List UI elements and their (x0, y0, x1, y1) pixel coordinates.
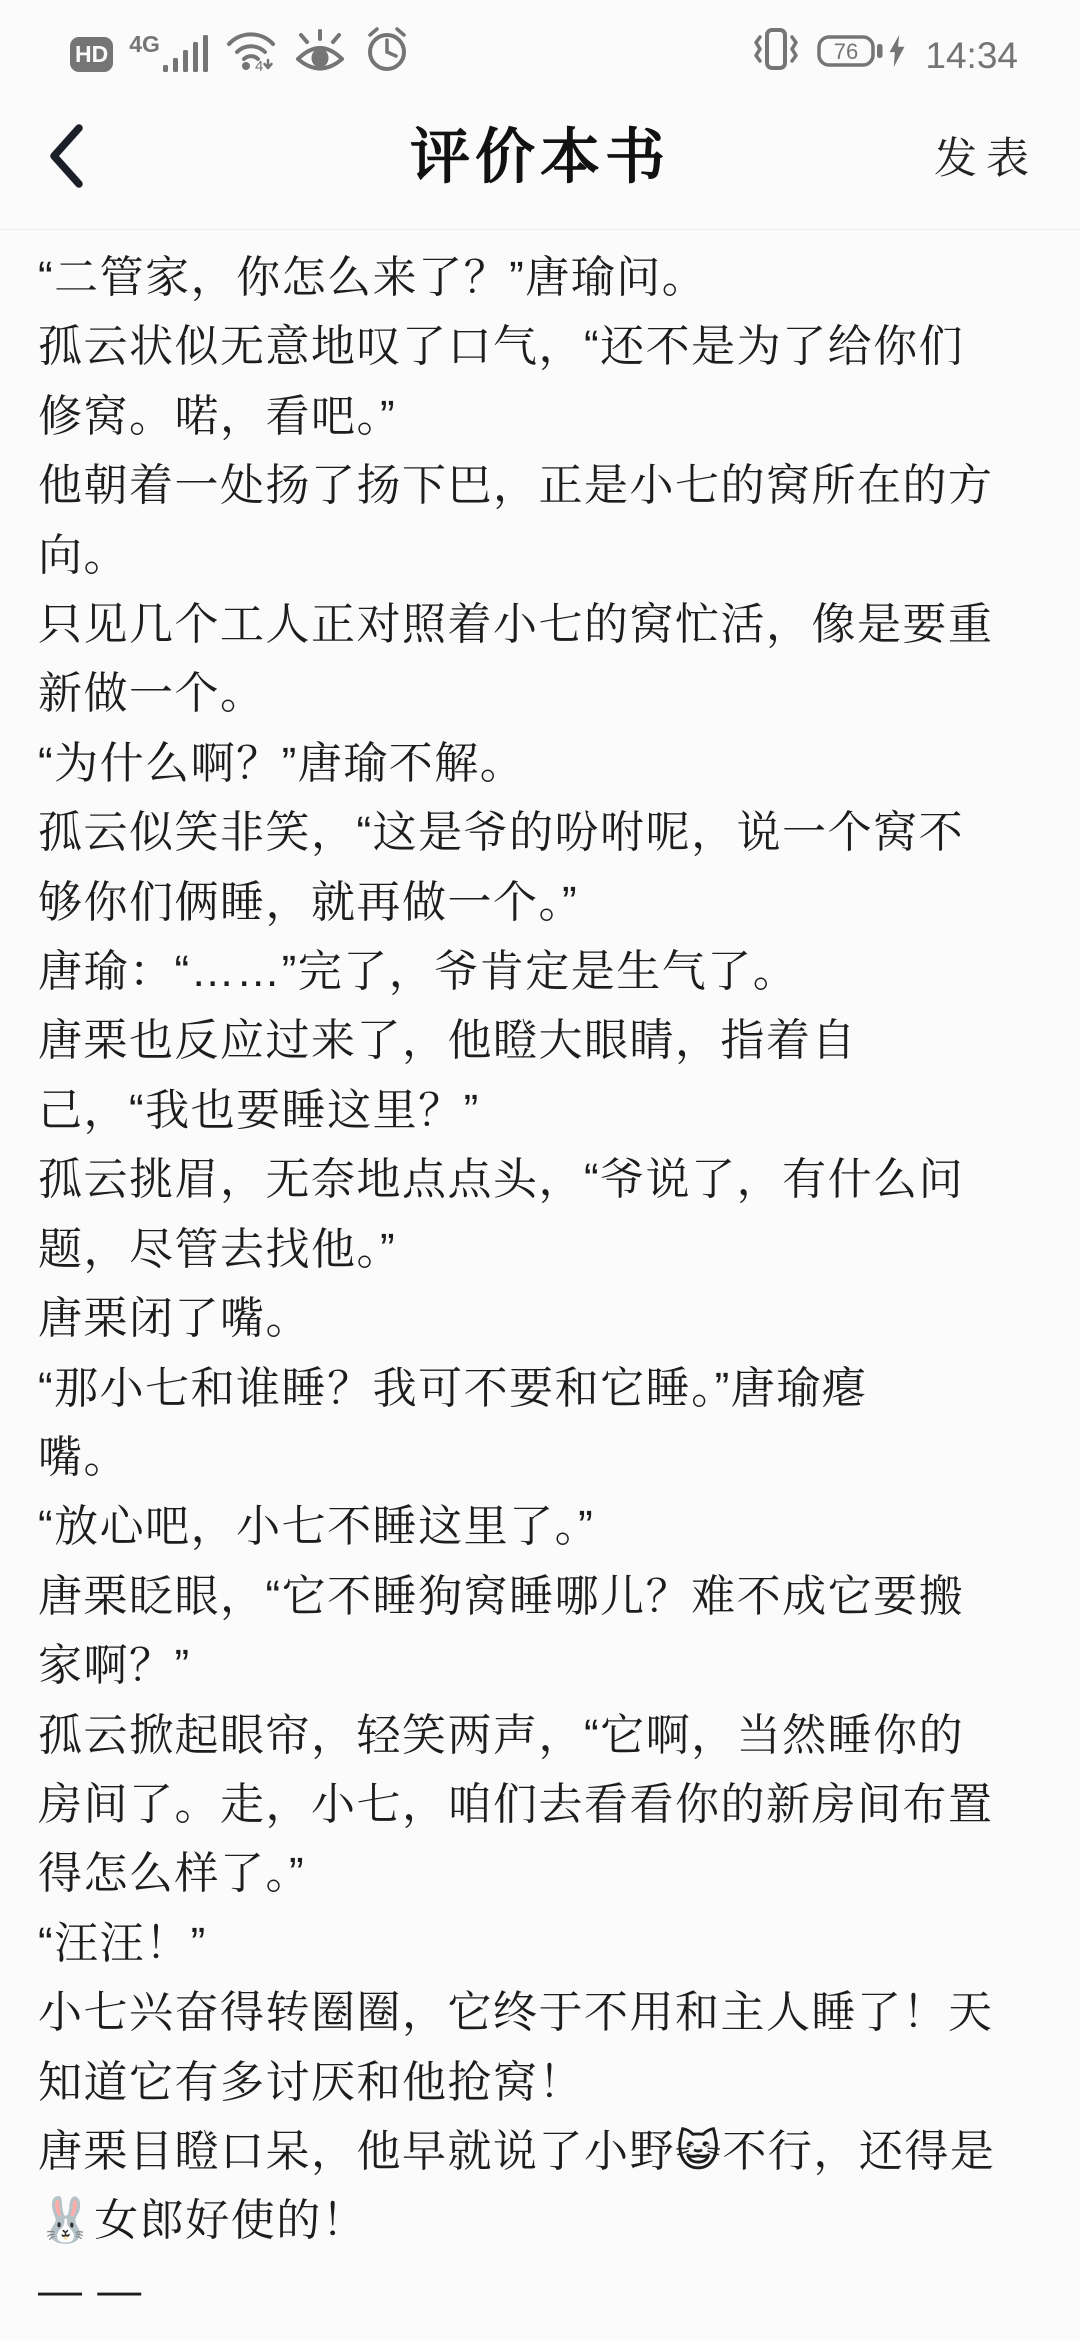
status-bar (0, 0, 1080, 82)
text-line: 唐瑜：“……”完了，爷肯定是生气了。 (38, 947, 799, 997)
text-line: “放心吧，小七不睡这里了。” (38, 1502, 595, 1552)
text-line: 只见几个工人正对照着小七的窝忙活，像是要重 (38, 600, 994, 650)
text-line: 唐栗目瞪口呆，他早就说了小野😺不行，还得是 (38, 2126, 996, 2176)
review-content[interactable] (0, 231, 1080, 2340)
text-line: 唐栗闭了嘴。 (38, 1294, 311, 1344)
back-chevron-icon (46, 123, 86, 189)
text-line: 孤云似笑非笑，“这是爷的吩咐呢，说一个窝不 (38, 808, 965, 858)
battery-indicator (817, 30, 905, 72)
text-line: 唐栗也反应过来了，他瞪大眼睛，指着自 (38, 1016, 857, 1066)
text-line: 够你们俩睡，就再做一个。” (38, 877, 579, 927)
network-signal (129, 31, 209, 72)
status-bar-right (751, 26, 1018, 76)
eye-comfort-icon (293, 28, 347, 72)
signal-bars-icon (163, 34, 209, 72)
text-line: 🐰女郎好使的！ (38, 2196, 368, 2246)
text-line: 嘴。 (38, 1432, 129, 1482)
text-line: 他朝着一处扬了扬下巴，正是小七的窝所在的方 (38, 461, 994, 511)
text-line: 知道它有多讨厌和他抢窝！ (38, 2057, 584, 2107)
text-line: 得怎么样了。” (38, 1849, 306, 1899)
text-line: 孤云状似无意地叹了口气，“还不是为了给你们 (38, 322, 965, 372)
text-line: 向。 (38, 530, 129, 580)
text-line: “为什么啊？”唐瑜不解。 (38, 738, 526, 788)
clock-time: 14:34 (925, 35, 1018, 76)
text-line: 新做一个。 (38, 669, 266, 719)
hd-badge-icon: HD (70, 37, 113, 72)
header (0, 82, 1080, 230)
text-line: “二管家，你怎么来了？”唐瑜问。 (38, 253, 708, 302)
text-line: 题，尽管去找他。” (38, 1224, 397, 1274)
vibrate-icon (751, 26, 801, 72)
text-line: 家啊？” (38, 1641, 191, 1691)
network-type-label: 4G (129, 31, 160, 57)
text-line: 房间了。走，小七，咱们去看看你的新房间布置 (38, 1779, 994, 1829)
svg-text:76: 76 (834, 39, 859, 64)
wifi-icon (225, 28, 277, 72)
page-title: 评价本书 (410, 124, 670, 191)
charging-bolt-icon (889, 35, 905, 67)
battery-icon (817, 30, 885, 72)
text-line: 小七兴奋得转圈圈，它终于不用和主人睡了！天 (38, 1988, 994, 2038)
alarm-clock-icon (363, 26, 411, 72)
text-line: — — (38, 2265, 143, 2315)
publish-button[interactable]: 发表 (934, 125, 1038, 186)
text-line: 修窝。喏，看吧。” (38, 391, 397, 441)
text-line: “那小七和谁睡？我可不要和它睡。”唐瑜瘪 (38, 1363, 868, 1413)
text-line: “汪汪！” (38, 1918, 207, 1968)
back-button[interactable] (46, 116, 116, 196)
text-line: 孤云掀起眼帘，轻笑两声，“它啊，当然睡你的 (38, 1710, 965, 1760)
text-line: 唐栗眨眼，“它不睡狗窝睡哪儿？难不成它要搬 (38, 1571, 965, 1621)
status-bar-left (70, 26, 411, 72)
text-line: 孤云挑眉，无奈地点点头，“爷说了，有什么问 (38, 1155, 965, 1205)
text-line: 己，“我也要睡这里？” (38, 1085, 480, 1135)
svg-text:4: 4 (254, 58, 264, 72)
